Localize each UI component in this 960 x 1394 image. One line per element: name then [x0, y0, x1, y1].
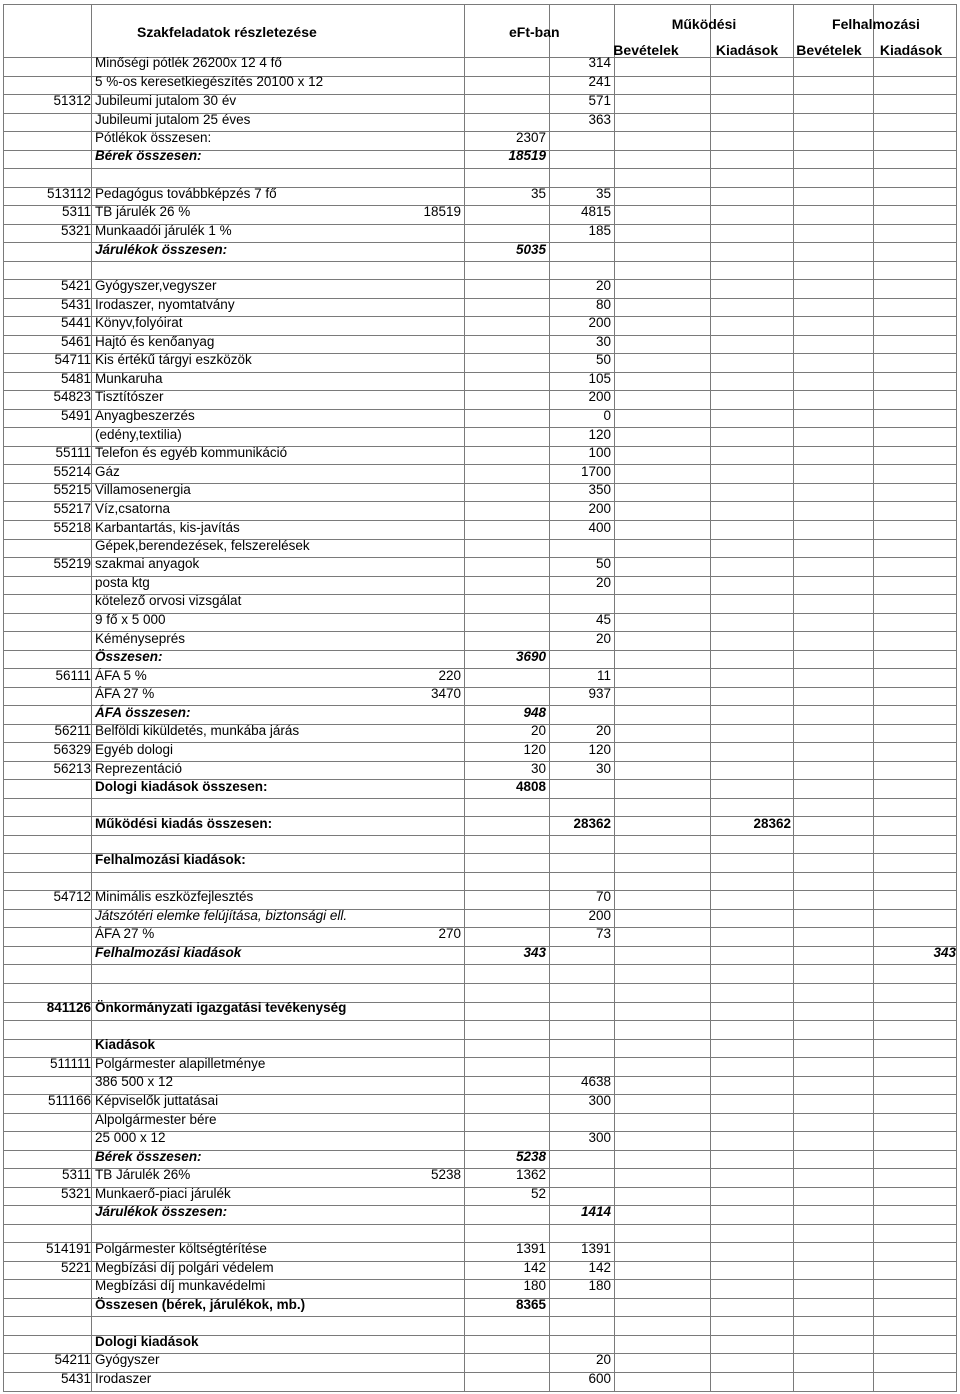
- table-row: [3, 555, 957, 573]
- table-row: [3, 611, 957, 629]
- row-label: ÁFA 27 %: [95, 926, 155, 941]
- row-mukodesi-kiadas: 200: [588, 389, 611, 404]
- row-label: 386 500 x 12: [95, 1074, 174, 1089]
- table-row: [3, 999, 957, 1017]
- row-label: Felhalmozási kiadások:: [95, 852, 246, 867]
- row-code: 54712: [53, 889, 91, 904]
- row-code: 54711: [54, 352, 91, 367]
- row-base-value: 3470: [430, 686, 461, 701]
- row-code: 56211: [54, 723, 91, 738]
- row-label: (edény,textilia): [95, 427, 182, 442]
- table-row: [3, 648, 957, 666]
- row-label: Felhalmozási kiadások: [95, 945, 242, 960]
- row-mukodesi-kiadas: 30: [595, 761, 611, 776]
- row-code: 841126: [46, 1000, 91, 1015]
- table-row: [3, 296, 957, 314]
- table-row: [3, 54, 957, 72]
- row-subtotal: 18519: [508, 148, 546, 163]
- row-label: Jubileumi jutalom 30 év: [95, 93, 237, 108]
- group-mukodesi: Működési: [671, 16, 737, 32]
- row-code: 514191: [45, 1241, 91, 1256]
- table-row: [3, 111, 957, 129]
- row-code: 5321: [60, 223, 91, 238]
- table-row: [3, 203, 957, 221]
- row-mukodesi-kiadas: 120: [588, 742, 611, 757]
- table-row: [3, 1351, 957, 1369]
- row-code: 5481: [60, 371, 91, 386]
- row-base-value: 5238: [430, 1167, 461, 1182]
- row-mukodesi-kiadas: 105: [588, 371, 611, 386]
- row-subtotal: 4808: [515, 779, 546, 794]
- row-mukodesi-kiadas: 80: [595, 297, 611, 312]
- row-label: Karbantartás, kis-javítás: [95, 520, 240, 535]
- row-mukodesi-kiadas: 73: [595, 926, 611, 941]
- row-code: 56329: [53, 742, 91, 757]
- row-mukodesi-kiadas: 0: [603, 408, 611, 423]
- table-row: [3, 277, 957, 295]
- row-subtotal: 948: [523, 705, 546, 720]
- table-row: [3, 444, 957, 462]
- row-code: 56111: [55, 668, 91, 683]
- row-mukodesi-kiadas: 200: [588, 501, 611, 516]
- row-subtotal: 180: [523, 1278, 546, 1293]
- row-mukodesi-kiadas: 45: [595, 612, 611, 627]
- row-mukodesi-kiadas: 200: [588, 315, 611, 330]
- row-mukodesi-kiadas: 20: [595, 631, 611, 646]
- row-label: Irodaszer: [95, 1371, 152, 1386]
- row-subtotal: 5238: [515, 1149, 546, 1164]
- table-row: [3, 1259, 957, 1277]
- row-label: Bérek összesen:: [95, 1149, 202, 1164]
- table-row: [3, 1073, 957, 1091]
- table-row: [3, 519, 957, 537]
- row-mukodesi-kiadas: 142: [588, 1260, 611, 1275]
- row-mukodesi-kiadas: 241: [588, 74, 611, 89]
- row-code: 513112: [46, 186, 91, 201]
- table-row: [3, 1055, 957, 1073]
- row-label: Járulékok összesen:: [95, 1204, 228, 1219]
- table-row: [3, 778, 957, 796]
- row-code: 5431: [60, 1371, 91, 1386]
- row-subtotal: 5035: [515, 242, 546, 257]
- row-code: 55219: [53, 556, 91, 571]
- table-row: [3, 722, 957, 740]
- table-row: [3, 388, 957, 406]
- table-row: [3, 370, 957, 388]
- row-mukodesi-kiadas: 70: [595, 889, 611, 904]
- table-row: [3, 426, 957, 444]
- row-label: Járulékok összesen:: [95, 242, 228, 257]
- row-code: 5311: [61, 1167, 91, 1182]
- table-row: [3, 241, 957, 259]
- row-code: 5491: [60, 408, 91, 423]
- row-mukodesi-kiadas: 1700: [580, 464, 611, 479]
- row-mukodesi-kiadas: 363: [588, 112, 611, 127]
- table-row: [3, 500, 957, 518]
- table-row: [3, 481, 957, 499]
- row-label: Kiadások: [95, 1037, 156, 1052]
- row-mukodesi-kiadas: 35: [595, 186, 611, 201]
- row-code: 5321: [60, 1186, 91, 1201]
- table-row: [3, 704, 957, 722]
- row-subtotal: 8365: [515, 1297, 546, 1312]
- row-label: Megbízási díj polgári védelem: [95, 1260, 274, 1275]
- row-label: Polgármester alapilletménye: [95, 1056, 266, 1071]
- table-row: [3, 463, 957, 481]
- table-row: [3, 537, 957, 555]
- row-code: 55215: [53, 482, 91, 497]
- unit-label: eFt-ban: [509, 24, 560, 40]
- row-mukodesi-kiadas: 300: [588, 1130, 611, 1145]
- table-row: [3, 92, 957, 110]
- row-label: Gépek,berendezések, felszerelések: [95, 538, 310, 553]
- row-code: 5311: [61, 204, 91, 219]
- row-code: 5221: [60, 1260, 91, 1275]
- row-mukodesi-kiadas: 120: [588, 427, 611, 442]
- row-subtotal: 30: [530, 761, 546, 776]
- row-base-value: 220: [438, 668, 461, 683]
- row-label: posta ktg: [95, 575, 150, 590]
- row-mukodesi-kiadas: 4815: [580, 204, 611, 219]
- row-label: ÁFA 27 %: [95, 686, 155, 701]
- row-label: Képviselők juttatásai: [95, 1093, 219, 1108]
- row-label: Minőségi pótlék 26200x 12 4 fő: [95, 55, 282, 70]
- row-subtotal: 142: [523, 1260, 546, 1275]
- row-mukodesi-kiadas: 314: [588, 55, 611, 70]
- row-mukodesi-kiadas: 50: [595, 352, 611, 367]
- row-label: Pótlékok összesen:: [95, 130, 212, 145]
- table-row: [3, 1296, 957, 1314]
- row-code: 54211: [54, 1352, 91, 1367]
- row-mukodesi-kiadas: 937: [588, 686, 611, 701]
- row-label: Gyógyszer,vegyszer: [95, 278, 217, 293]
- table-row: [3, 1129, 957, 1147]
- row-mukodesi-kiadas: 20: [595, 723, 611, 738]
- col-mukodesi-bevetelek: Bevételek: [613, 42, 679, 58]
- table-row: [3, 1092, 957, 1110]
- row-label: Hajtó és kenőanyag: [95, 334, 215, 349]
- row-label: ÁFA 5 %: [95, 668, 147, 683]
- table-row: [3, 1333, 957, 1351]
- table-row: [3, 1370, 957, 1388]
- table-row: [3, 1036, 957, 1054]
- row-mukodesi-kiadas: 1414: [580, 1204, 611, 1219]
- table-row: [3, 73, 957, 91]
- row-mukodesi-kiadas: 28362: [573, 816, 611, 831]
- row-label: Belföldi kiküldetés, munkába járás: [95, 723, 300, 738]
- row-mukodesi-kiadas: 11: [596, 668, 611, 683]
- row-subtotal: 20: [530, 723, 546, 738]
- table-row: [3, 944, 957, 962]
- row-mukodesi-kiadas: 180: [588, 1278, 611, 1293]
- row-mukodesi-kiadas: 50: [595, 556, 611, 571]
- row-mukodesi-kiadas: 300: [588, 1093, 611, 1108]
- row-mukodesi-kiadas: 20: [595, 575, 611, 590]
- row-subtotal: 2307: [515, 130, 546, 145]
- table-row: [3, 1166, 957, 1184]
- row-label: Munkaruha: [95, 371, 163, 386]
- row-label: szakmai anyagok: [95, 556, 200, 571]
- row-code: 55214: [53, 464, 91, 479]
- row-mukodesi-kiadas: 350: [588, 482, 611, 497]
- row-label: Pedagógus továbbképzés 7 fő: [95, 186, 277, 201]
- row-code: 511111: [49, 1056, 91, 1071]
- table-row: [3, 1203, 957, 1221]
- row-code: 55217: [53, 501, 91, 516]
- table-row: [3, 333, 957, 351]
- table-row: [3, 667, 957, 685]
- table-row: [3, 129, 957, 147]
- row-label: Dologi kiadások: [95, 1334, 199, 1349]
- row-label: Könyv,folyóirat: [95, 315, 183, 330]
- table-row: [3, 222, 957, 240]
- row-mukodesi-kiadas: 100: [588, 445, 611, 460]
- table-row: [3, 1111, 957, 1129]
- row-label: Polgármester költségtérítése: [95, 1241, 267, 1256]
- row-mukodesi-kiadas: 600: [588, 1371, 611, 1386]
- table-row: [3, 888, 957, 906]
- row-label: Munkaadói járulék 1 %: [95, 223, 232, 238]
- row-label: Önkormányzati igazgatási tevékenység: [95, 1000, 347, 1015]
- row-label: 25 000 x 12: [95, 1130, 166, 1145]
- row-label: kötelező orvosi vizsgálat: [95, 593, 242, 608]
- row-label: TB járulék 26 %: [95, 204, 191, 219]
- table-row: [3, 685, 957, 703]
- row-label: Dologi kiadások összesen:: [95, 779, 268, 794]
- table-row: [3, 314, 957, 332]
- col-felhalmozasi-bevetelek: Bevételek: [796, 42, 862, 58]
- row-mukodesi-kiadas: 20: [595, 278, 611, 293]
- row-label: Alpolgármester bére: [95, 1112, 217, 1127]
- row-label: 9 fő x 5 000: [95, 612, 166, 627]
- row-mukodesi-kiadas: 1391: [580, 1241, 611, 1256]
- row-code: 55218: [53, 520, 91, 535]
- group-felhalmozasi: Felhalmozási: [832, 16, 920, 32]
- row-label: Víz,csatorna: [95, 501, 171, 516]
- row-label: Összesen (bérek, járulékok, mb.): [95, 1297, 306, 1312]
- row-code: 5441: [60, 315, 91, 330]
- row-code: 55111: [55, 445, 91, 460]
- row-code: 5431: [60, 297, 91, 312]
- table-row: [3, 1240, 957, 1258]
- table-row: [3, 630, 957, 648]
- table-row: [3, 1148, 957, 1166]
- row-label: Munkaerő-piaci járulék: [95, 1186, 231, 1201]
- row-mukodesi-kiadas-total: 28362: [753, 816, 791, 831]
- row-label: Működési kiadás összesen:: [95, 816, 273, 831]
- row-code: 511166: [47, 1093, 91, 1108]
- row-label: Minimális eszközfejlesztés: [95, 889, 254, 904]
- row-label: Telefon és egyéb kommunikáció: [95, 445, 288, 460]
- row-subtotal: 120: [523, 742, 546, 757]
- row-subtotal: 1391: [515, 1241, 546, 1256]
- row-code: 5421: [60, 278, 91, 293]
- row-subtotal: 35: [530, 186, 546, 201]
- row-label: 5 %-os keresetkiegészítés 20100 x 12: [95, 74, 324, 89]
- row-label: Kis értékű tárgyi eszközök: [95, 352, 252, 367]
- row-label: Kéményseprés: [95, 631, 186, 646]
- spreadsheet: [3, 4, 957, 1392]
- row-label: Jubileumi jutalom 25 éves: [95, 112, 251, 127]
- row-mukodesi-kiadas: 185: [588, 223, 611, 238]
- row-label: Villamosenergia: [95, 482, 191, 497]
- row-mukodesi-kiadas: 400: [588, 520, 611, 535]
- row-felhalmozasi-kiadas: 343: [933, 945, 956, 960]
- row-mukodesi-kiadas: 30: [595, 334, 611, 349]
- row-code: 51312: [53, 93, 91, 108]
- row-label: Tisztítószer: [95, 389, 164, 404]
- row-label: Megbízási díj munkavédelmi: [95, 1278, 266, 1293]
- row-label: Bérek összesen:: [95, 148, 202, 163]
- row-subtotal: 343: [523, 945, 546, 960]
- table-row: [3, 851, 957, 869]
- table-row: [3, 1277, 957, 1295]
- row-subtotal: 1362: [515, 1167, 546, 1182]
- row-label: TB Járulék 26%: [95, 1167, 191, 1182]
- row-label: Gáz: [95, 464, 120, 479]
- row-base-value: 18519: [423, 204, 461, 219]
- table-row: [3, 185, 957, 203]
- row-subtotal: 52: [530, 1186, 546, 1201]
- row-label: ÁFA összesen:: [95, 705, 191, 720]
- table-row: [3, 147, 957, 165]
- table-row: [3, 1185, 957, 1203]
- row-label: Irodaszer, nyomtatvány: [95, 297, 235, 312]
- row-base-value: 270: [438, 926, 461, 941]
- row-subtotal: 3690: [515, 649, 546, 664]
- table-row: [3, 815, 957, 833]
- col-mukodesi-kiadasok: Kiadások: [715, 42, 779, 58]
- row-code: 56213: [53, 761, 91, 776]
- row-label: Játszótéri elemke felújítása, biztonsági ell.: [95, 908, 348, 923]
- row-mukodesi-kiadas: 200: [588, 908, 611, 923]
- row-mukodesi-kiadas: 20: [595, 1352, 611, 1367]
- row-label: Reprezentáció: [95, 761, 183, 776]
- table-row: [3, 925, 957, 943]
- table-row: [3, 760, 957, 778]
- row-label: Egyéb dologi: [95, 742, 174, 757]
- row-label: Összesen:: [95, 649, 163, 664]
- table-row: [3, 351, 957, 369]
- row-label: Anyagbeszerzés: [95, 408, 195, 423]
- table-row: [3, 741, 957, 759]
- sheet-title: Szakfeladatok részletezése: [137, 24, 317, 40]
- table-row: [3, 574, 957, 592]
- table-row: [3, 407, 957, 425]
- table-row: [3, 907, 957, 925]
- row-label: Gyógyszer: [95, 1352, 160, 1367]
- row-code: 5461: [60, 334, 91, 349]
- row-mukodesi-kiadas: 4638: [580, 1074, 611, 1089]
- row-code: 54823: [53, 389, 91, 404]
- col-felhalmozasi-kiadasok: Kiadások: [879, 42, 943, 58]
- row-mukodesi-kiadas: 571: [588, 93, 611, 108]
- table-row: [3, 592, 957, 610]
